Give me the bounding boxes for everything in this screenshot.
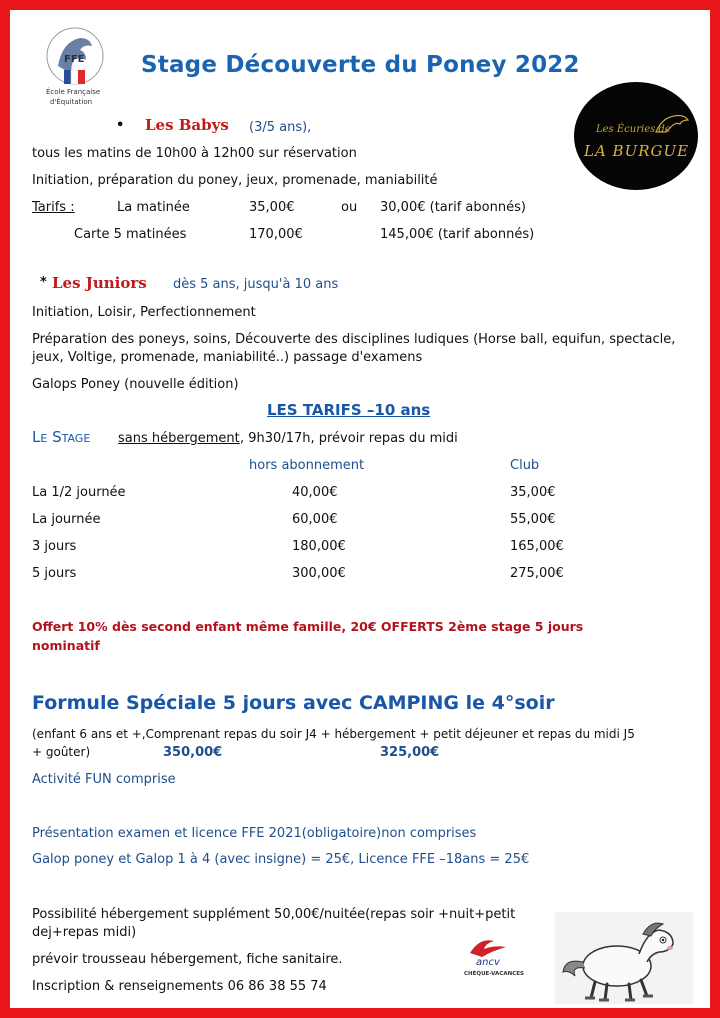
burgue-logo-line2: LA BURGUE <box>584 142 690 160</box>
juniors-star: * <box>40 275 47 290</box>
table-row-club: 165,00€ <box>510 539 564 554</box>
carte-member-price: 145,00€ (tarif abonnés) <box>380 227 535 242</box>
table-row-hors: 40,00€ <box>292 485 338 500</box>
babys-bullet: • <box>116 118 125 133</box>
juniors-line3: Galops Poney (nouvelle édition) <box>32 377 239 392</box>
formule-title: Formule Spéciale 5 jours avec CAMPING le 4°soir <box>32 692 555 714</box>
juniors-line1: Initiation, Loisir, Perfectionnement <box>32 305 256 320</box>
carte-price: 170,00€ <box>249 227 303 242</box>
table-row-label: La 1/2 journée <box>32 485 126 500</box>
table-row-label: 3 jours <box>32 539 77 554</box>
exam-line2: Galop poney et Galop 1 à 4 (avec insigne) = 25€, Licence FFE –18ans = 25€ <box>32 852 530 867</box>
offer-line1: Offert 10% dès second enfant même famille, 20€ OFFERTS 2ème stage 5 jours <box>32 619 584 634</box>
la-burgue-logo <box>574 82 698 190</box>
babys-age: (3/5 ans), <box>249 120 312 135</box>
table-row-hors: 180,00€ <box>292 539 346 554</box>
matinee-or: ou <box>341 200 358 215</box>
cartoon-pony-image <box>555 912 693 1004</box>
stage-details: , 9h30/17h, prévoir repas du midi <box>240 431 458 446</box>
col-hors-abonnement: hors abonnement <box>249 458 365 473</box>
table-row-hors: 60,00€ <box>292 512 338 527</box>
tarifs-label: Tarifs : <box>32 200 75 215</box>
burgue-logo-line1: Les Écuries de <box>596 124 671 135</box>
ancv-name: ancv <box>476 957 500 968</box>
col-club: Club <box>510 458 540 473</box>
babys-heading: Les Babys <box>145 116 229 134</box>
hebergement-line2: dej+repas midi) <box>32 925 137 940</box>
juniors-age: dès 5 ans, jusqu'à 10 ans <box>173 277 339 292</box>
juniors-line2b: jeux, Voltige, promenade, maniabilité..) passage d'examens <box>32 350 423 365</box>
stage-label: Le Stage <box>32 428 91 446</box>
tarifs-heading: LES TARIFS –10 ans <box>267 401 431 419</box>
exam-line1: Présentation examen et licence FFE 2021(obligatoire)non comprises <box>32 826 477 841</box>
babys-schedule: tous les matins de 10h00 à 12h00 sur réservation <box>32 146 357 161</box>
carte-label: Carte 5 matinées <box>74 227 187 242</box>
juniors-line2a: Préparation des poneys, soins, Découverte des disciplines ludiques (Horse ball, equifun, spectacle, <box>32 332 676 347</box>
ancv-logo <box>460 935 530 985</box>
stage-sans-hebergement: sans hébergement <box>118 431 240 446</box>
formule-price1: 350,00€ <box>163 745 223 760</box>
ffe-logo-line1: École Française <box>46 88 101 96</box>
table-row-club: 275,00€ <box>510 566 564 581</box>
table-row-club: 35,00€ <box>510 485 556 500</box>
table-row-label: La journée <box>32 512 101 527</box>
babys-activities: Initiation, préparation du poney, jeux, promenade, maniabilité <box>32 173 438 188</box>
ancv-bird-icon <box>468 935 508 959</box>
ffe-logo-line2: d'Équitation <box>50 98 93 106</box>
ffe-logo <box>40 26 110 114</box>
ffe-abbr: FFE <box>64 54 85 65</box>
matinee-label: La matinée <box>117 200 190 215</box>
formule-price2: 325,00€ <box>380 745 440 760</box>
table-row-hors: 300,00€ <box>292 566 346 581</box>
table-row-club: 55,00€ <box>510 512 556 527</box>
matinee-price: 35,00€ <box>249 200 295 215</box>
formule-fun: Activité FUN comprise <box>32 772 176 787</box>
matinee-member-price: 30,00€ (tarif abonnés) <box>380 200 526 215</box>
formule-line2: + goûter) <box>32 745 91 759</box>
inscription-contact: Inscription & renseignements 06 86 38 55 74 <box>32 979 327 994</box>
trousseau-note: prévoir trousseau hébergement, fiche sanitaire. <box>32 952 343 967</box>
offer-line2: nominatif <box>32 638 100 653</box>
juniors-heading: Les Juniors <box>52 274 147 292</box>
ancv-sub: CHÈQUE-VACANCES <box>464 971 524 977</box>
table-row-label: 5 jours <box>32 566 77 581</box>
page-title: Stage Découverte du Poney 2022 <box>141 52 580 78</box>
hebergement-line1: Possibilité hébergement supplément 50,00€/nuitée(repas soir +nuit+petit <box>32 907 516 922</box>
pony-illustration-icon <box>555 912 693 1004</box>
formule-line1: (enfant 6 ans et +,Comprenant repas du soir J4 + hébergement + petit déjeuner et repas du midi J5 <box>32 727 635 741</box>
